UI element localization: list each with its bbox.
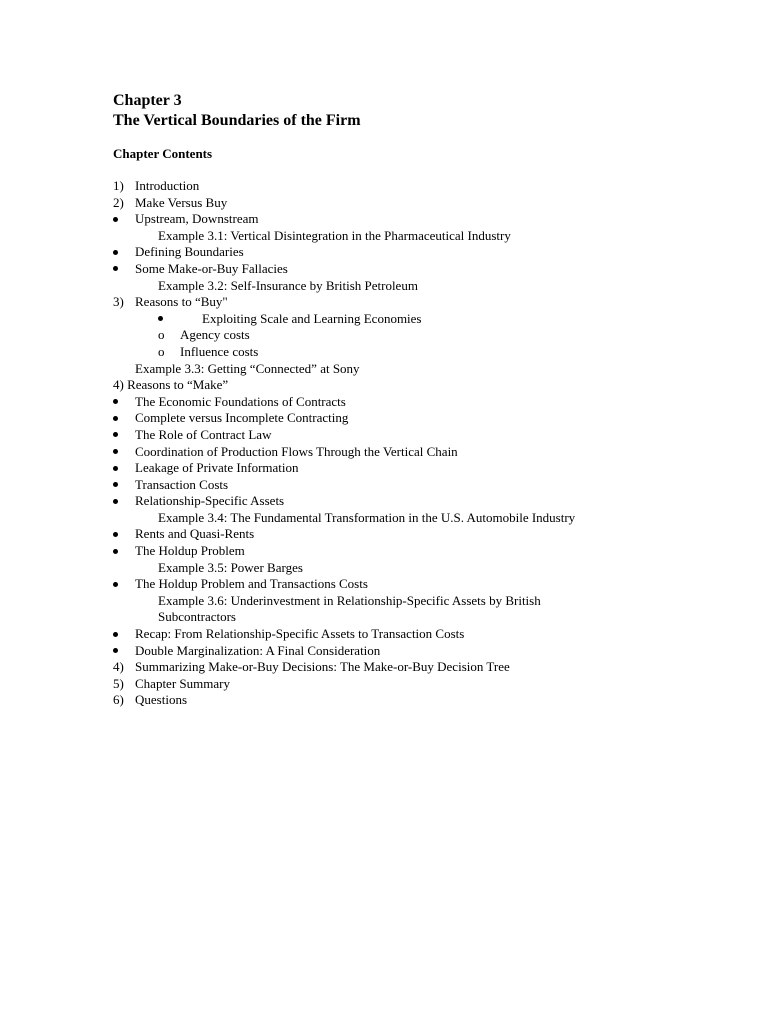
toc-item (0, 294, 768, 311)
toc-item (0, 377, 768, 394)
bullet-icon (113, 460, 118, 477)
bullet-icon (113, 643, 118, 660)
contents-heading: Chapter Contents (113, 146, 213, 161)
toc-item (0, 278, 768, 295)
bullet-icon (158, 311, 163, 328)
toc-item (0, 692, 768, 709)
toc-item-text: Example 3.4: The Fundamental Transformation in the U.S. Automobile Industry (158, 509, 576, 525)
toc-item-text: Example 3.6: Underinvestment in Relationship-Specific Assets by British (158, 592, 541, 608)
toc-item (0, 510, 768, 527)
toc-item-text: Subcontractors (158, 609, 236, 625)
toc-item-text: Recap: From Relationship-Specific Assets to Transaction Costs (135, 626, 465, 642)
toc-item (0, 493, 768, 510)
toc-item-text: Defining Boundaries (135, 244, 244, 260)
toc-item-text: Example 3.3: Getting “Connected” at Sony (135, 360, 360, 376)
toc-item (0, 560, 768, 577)
toc-item-number: 5) (113, 675, 124, 691)
toc-item-text: Example 3.1: Vertical Disintegration in the Pharmaceutical Industry (158, 227, 511, 243)
toc-item-number: 1) (113, 178, 124, 193)
toc-item-text: 4) Reasons to “Make” (113, 377, 229, 393)
toc-item-text: Example 3.2: Self-Insurance by British Petroleum (158, 277, 418, 293)
toc-item (0, 311, 768, 328)
bullet-icon (113, 626, 118, 643)
toc-item (0, 327, 768, 344)
toc-item-text: The Economic Foundations of Contracts (135, 393, 346, 409)
bullet-icon (113, 477, 118, 494)
toc-item (0, 228, 768, 245)
bullet-icon (113, 427, 118, 444)
toc-item-text: Leakage of Private Information (135, 460, 299, 476)
toc-item-text: Summarizing Make-or-Buy Decisions: The Make-or-Buy Decision Tree (135, 659, 510, 675)
toc-item (0, 444, 768, 461)
toc-item (0, 261, 768, 278)
bullet-icon (113, 543, 118, 560)
bullet-icon (113, 261, 118, 278)
toc-item (0, 609, 768, 626)
toc-item-text: Rents and Quasi-Rents (135, 526, 255, 542)
toc-item-text: The Role of Contract Law (135, 426, 272, 442)
bullet-icon (113, 394, 118, 411)
chapter-label: Chapter 3 (113, 92, 182, 109)
toc-item (0, 394, 768, 411)
toc-item (0, 543, 768, 560)
bullet-icon (113, 493, 118, 510)
bullet-icon (113, 410, 118, 427)
bullet-icon (113, 244, 118, 261)
toc-item (0, 643, 768, 660)
toc-item-number: 6) (113, 692, 124, 708)
toc-item-text: Exploiting Scale and Learning Economies (202, 310, 422, 326)
toc-item (0, 676, 768, 693)
toc-item (0, 211, 768, 228)
toc-item-text: Double Marginalization: A Final Consideration (135, 642, 381, 658)
toc-item-text: Agency costs (180, 327, 250, 343)
bullet-icon (113, 526, 118, 543)
circle-bullet-icon: o (158, 327, 165, 343)
toc-item-text: The Holdup Problem (135, 543, 245, 559)
toc-item-text: The Holdup Problem and Transactions Costs (135, 576, 368, 592)
toc-item (0, 427, 768, 444)
bullet-icon (113, 211, 118, 228)
toc-item-text: Introduction (135, 178, 200, 193)
toc-item (0, 460, 768, 477)
toc-item-text: Chapter Summary (135, 675, 230, 691)
circle-bullet-icon: o (158, 343, 165, 359)
toc-item (0, 576, 768, 593)
toc-item (0, 178, 768, 195)
toc-item (0, 244, 768, 261)
toc-item-text: Some Make-or-Buy Fallacies (135, 260, 288, 276)
toc-item-text: Complete versus Incomplete Contracting (135, 410, 349, 426)
toc-item (0, 626, 768, 643)
toc-item (0, 526, 768, 543)
bullet-icon (113, 576, 118, 593)
toc-item (0, 410, 768, 427)
toc-item-text: Transaction Costs (135, 476, 229, 492)
toc-item-number: 2) (113, 194, 124, 210)
toc-item-text: Example 3.5: Power Barges (158, 559, 303, 575)
toc-item-number: 3) (113, 294, 124, 310)
toc-item-number: 4) (113, 659, 124, 675)
bullet-icon (113, 444, 118, 461)
toc-item (0, 659, 768, 676)
toc-item-text: Relationship-Specific Assets (135, 493, 285, 509)
toc-item (0, 477, 768, 494)
toc-item-text: Questions (135, 692, 187, 708)
toc-item-text: Coordination of Production Flows Through the Vertical Chain (135, 443, 458, 459)
toc-item-text: Reasons to “Buy" (135, 294, 228, 310)
toc-item-text: Upstream, Downstream (135, 211, 259, 227)
toc-item (0, 344, 768, 361)
chapter-title: The Vertical Boundaries of the Firm (113, 112, 361, 129)
toc-item (0, 195, 768, 212)
table-of-contents (0, 178, 768, 709)
toc-item-text: Influence costs (180, 343, 259, 359)
toc-item (0, 361, 768, 378)
toc-item (0, 593, 768, 610)
toc-item-text: Make Versus Buy (135, 194, 228, 210)
